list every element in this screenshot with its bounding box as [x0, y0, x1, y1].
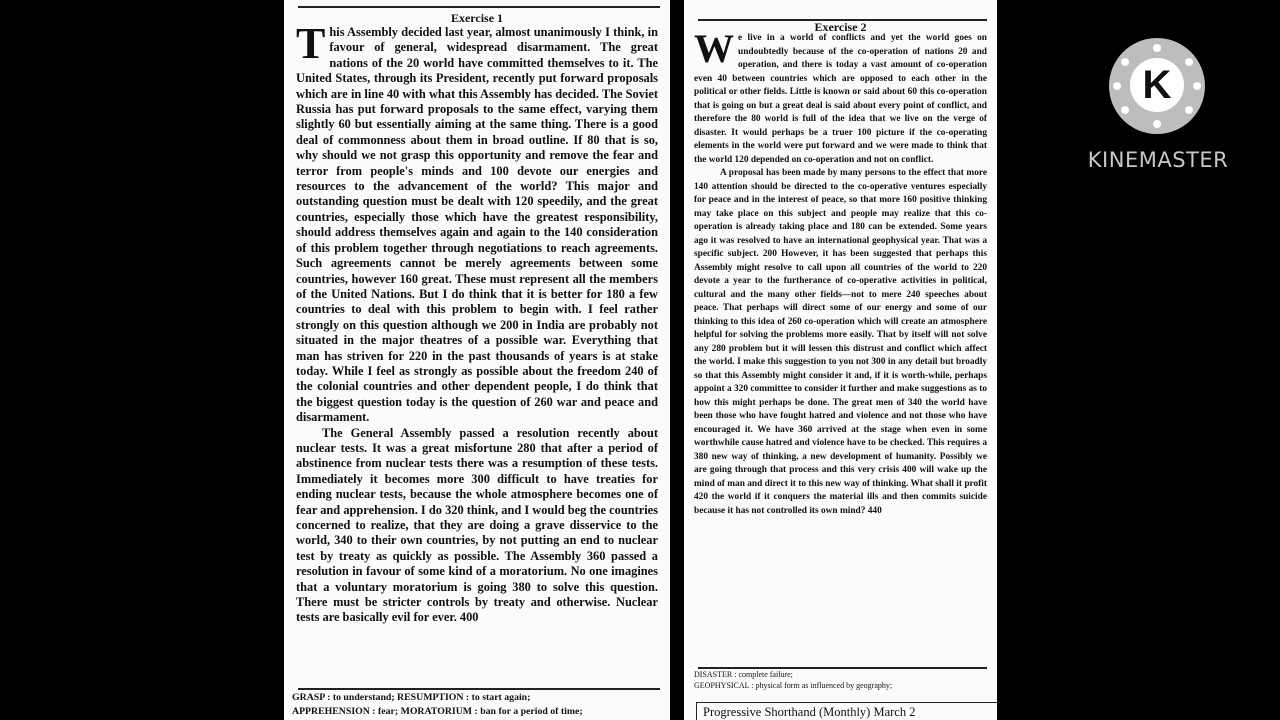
paragraph-2: A proposal has been made by many persons to the effect that more 140 attention should be directed to the co-operative ventures especially for peace and in the interest of peace, so that more 160 positive thinking may take place on this subject and people may realize that this co-operation is already taking place and 180 can be extended. Some years ago it was resolved to have an international geophysical year. That was a specific subject. 200 However, it has been suggested that perhaps this Assembly might resolve to call upon all countries of the world to 220 devote a year to the furtherance of co-operative activities in political, cultural and the many other fields—not to mere 240 speeches about peace. That perhaps will direct some of our energy and some of our thinking to this idea of 260 co-operation which will create an atmosphere helpful for solving the problems more easily. That by itself will not solve any 280 problem but it will lessen this distrust and conflict which affect the world. I make this suggestion to you not 300 in any detail but broadly so that this Assembly might consider it and, if it is worth-while, perhaps appoint a 320 committee to consider it further and make suggestions as to how this might perhaps be done. The great men of 340 the world have been those who have fought hatred and violence and not those who have encouraged it. We have 360 arrived at the stage when even in some worthwhile cause hatred and violence have to be checked. This requires a 380 new way of thinking, a new development of humanity. Possibly we are going through that process and this very crisis 400 will wake up the mind of man and direct it to this new way of thinking. What shall it profit 420 the world if it conquers the material ills and then commits suicide because it has not controlled its own mind? 440 — [694, 168, 987, 516]
gloss-rule — [298, 688, 660, 690]
gloss-line-2: GEOPHYSICAL : physical form as influenced by geography; — [694, 681, 893, 690]
logo-dot-icon — [1153, 44, 1161, 52]
footer-banner: Progressive Shorthand (Monthly) March 2 — [696, 702, 997, 720]
gloss-rule — [698, 667, 987, 669]
logo-dot-icon — [1121, 106, 1129, 114]
exercise-1-body — [296, 19, 658, 626]
drop-cap: W — [694, 26, 734, 71]
logo-dot-icon — [1113, 82, 1121, 90]
logo-dot-icon — [1121, 58, 1129, 66]
drop-cap: T — [296, 19, 326, 68]
logo-dot-icon — [1153, 120, 1161, 128]
kinemaster-wordmark: KINEMASTER — [1087, 148, 1229, 172]
top-rule — [298, 6, 660, 8]
exercise-2-title: Exercise 2 — [814, 20, 867, 34]
paragraph-1: his Assembly decided last year, almost unanimously I think, in favour of general, widespread disarmament. The great nations of the 20 world have committed themselves to it. The United States, through its President, recently put forward proposals which are in line 40 with what this Assembly has decided. The Soviet Russia has put forward proposals to the same effect, varying them slightly 60 but essentially aiming at the same thing. There is a good deal of commonness about them in broad outline. If 80 that is so, why should we not grasp this opportunity and remove the fear and terror from people's minds and 100 devote our energies and resources to the advancement of the world? This major and outstanding question must be dealt with 120 speedily, and the great countries, especially those which have the greatest responsibility, should address themselves again and again to the 140 consideration of this problem together through negotiations to reach agreements. Such agreements cannot be merely agreements between some countries, however 160 great. These must represent all the members of the United Nations. But I do think that it is better for 180 a few countries to deal with this problem to begin with. I feel rather strongly on this question although we 200 in India are probably not situated in the major theatres of a possible war. Everything that man has striven for 220 in the past thousands of years is at stake today. While I feel as strongly as possible about the freedom 240 of the colonial countries and other dependent people, I do think that the biggest question today is the question of 260 war and peace and disarmament. — [296, 25, 658, 425]
gloss-line-2: APPREHENSION : fear; MORATORIUM : ban for a period of time; — [292, 706, 583, 717]
logo-k-letter: K — [1130, 58, 1184, 112]
gloss-line-1: DISASTER : complete failure; — [694, 670, 793, 679]
gloss-line-1: GRASP : to understand; RESUMPTION : to start again; — [292, 692, 531, 703]
paragraph-1: e live in a world of conflicts and yet the world goes on undoubtedly because of the co-operation of nations 20 and operation, and there is today a vast amount of co-operation even 40 between countries which are opposed to each other in the political or other fields. Little is known or said about 60 this co-operation that is going on but a great deal is said about every point of conflict, and therefore the 80 world is full of the idea that we live on the verge of disaster. It would perhaps be a truer 100 picture if the co-operating elements in the world were put forward and we were made to think that the world 120 depended on co-operation and not on conflict. — [694, 33, 987, 165]
exercise-1-title: Exercise 1 — [450, 11, 504, 25]
logo-dot-icon — [1185, 58, 1193, 66]
left-page — [284, 0, 670, 720]
logo-dot-icon — [1185, 106, 1193, 114]
paragraph-2: The General Assembly passed a resolution recently about nuclear tests. It was a great misfortune 280 that after a period of abstinence from nuclear tests there was a resumption of these tests. Immediately it becomes more 300 difficult to have treaties for ending nuclear tests, because the whole atmosphere becomes one of fear and apprehension. I do 320 think, and I would beg the countries concerned to realize, that they are doing a grave disservice to the world, 340 to their own countries, by not putting an end to nuclear test by treaty as quickly as possible. The Assembly 360 passed a resolution in favour of some kind of a moratorium. No one imagines that a voluntary moratorium is going 380 to solve this question. There must be stricter controls by treaty and otherwise. Nuclear tests are basically evil for ever. 400 — [296, 425, 658, 625]
logo-dot-icon — [1193, 82, 1201, 90]
right-page — [684, 0, 997, 720]
